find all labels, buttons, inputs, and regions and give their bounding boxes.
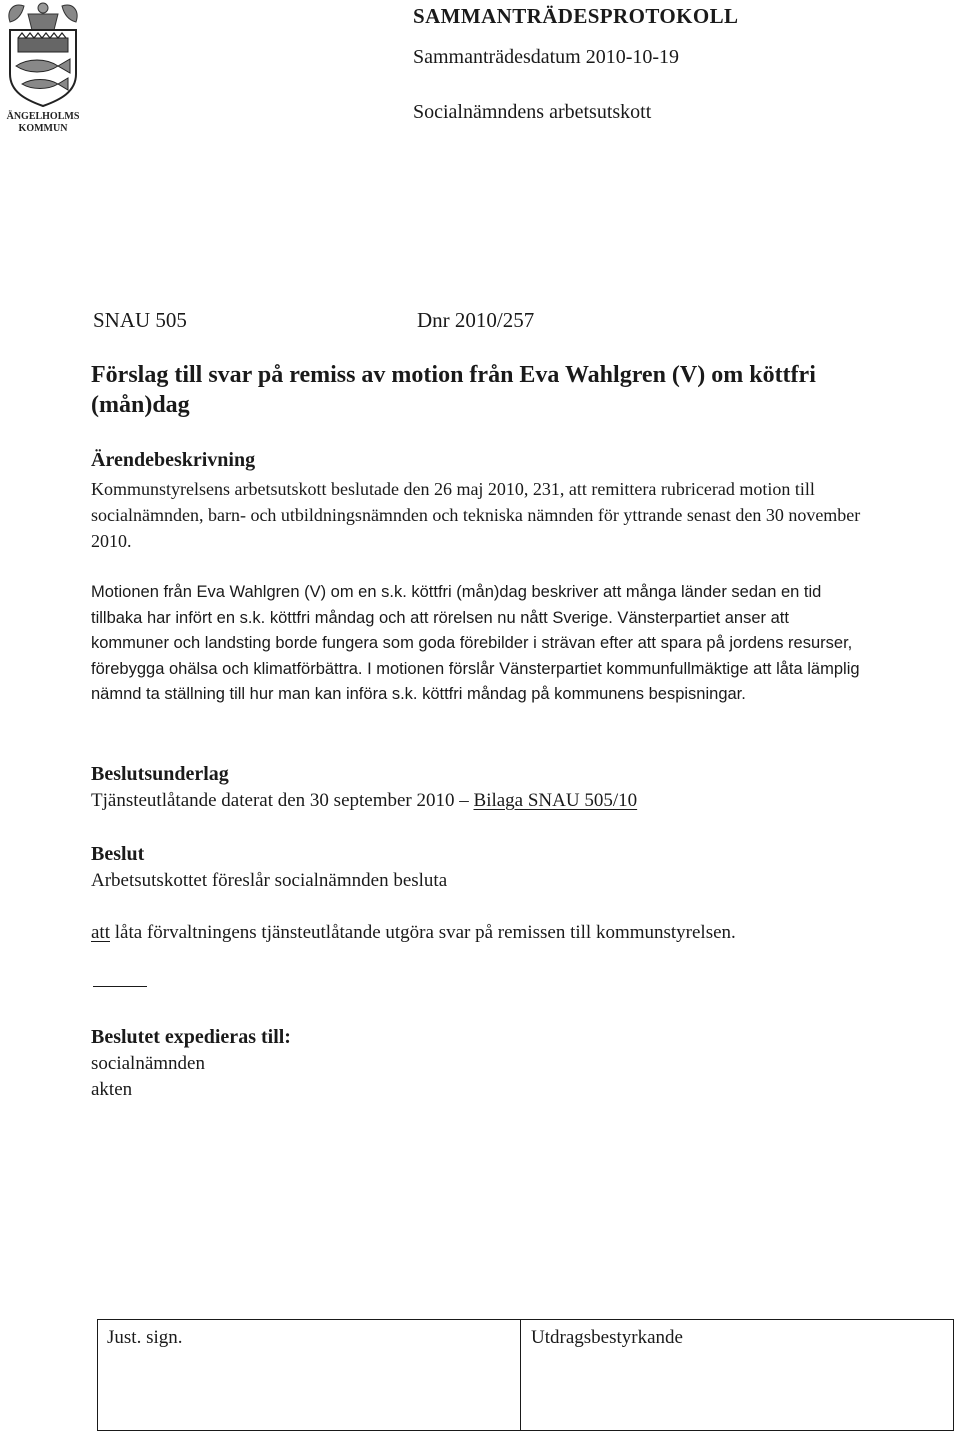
- paragraph-motion: Motionen från Eva Wahlgren (V) om en s.k. köttfri (mån)dag beskriver att många länder sedan en tid tillbaka har infört en s.k. köttfri måndag och att rörelsen nu nått Sverige. Vänsterpartiet anser att kommuner och landsting borde fungera som goda förebilder i strävan efter att spara på jordens resurser, förebygga ohälsa och klimatförbättra. I motionen förslår Vänsterpartiet kommunfullmäktige att låta lämplig nämnd ta ställning till hur man kan införa s.k. köttfri måndag på kommunens bespisningar.: [91, 583, 860, 703]
- underlag-text: Tjänsteutlåtande daterat den 30 september 2010 –: [91, 790, 474, 811]
- recipient-item: akten: [91, 1079, 133, 1100]
- diary-number: Dnr 2010/257: [417, 308, 535, 332]
- meeting-date: Sammanträdesdatum 2010-10-19: [413, 46, 680, 68]
- underlag-line: [91, 790, 637, 812]
- case-number: SNAU 505: [93, 308, 187, 332]
- signature-divider: [520, 1319, 521, 1431]
- utdragsbestyrkande-label: Utdragsbestyrkande: [531, 1327, 683, 1348]
- just-sign-label: Just. sign.: [107, 1327, 183, 1348]
- recipient-item: socialnämnden: [91, 1053, 205, 1074]
- section-heading-arende: Ärendebeskrivning: [91, 449, 256, 471]
- logo-text-2: KOMMUN: [18, 123, 68, 134]
- coat-of-arms-icon: [0, 0, 86, 136]
- beslut-decision: [91, 922, 736, 944]
- signature-box: [97, 1319, 954, 1431]
- document-title: SAMMANTRÄDESPROTOKOLL: [413, 4, 739, 28]
- section-heading-underlag: Beslutsunderlag: [91, 763, 229, 785]
- committee-name: Socialnämndens arbetsutskott: [413, 101, 652, 123]
- logo-text-1: ÄNGELHOLMS: [6, 111, 80, 122]
- beslut-text: Arbetsutskottet föreslår socialnämnden besluta: [91, 870, 448, 891]
- municipality-logo: [0, 0, 86, 136]
- section-divider: [93, 986, 147, 987]
- att-keyword: att: [91, 922, 110, 943]
- paragraph-background: Kommunstyrelsens arbetsutskott beslutade den 26 maj 2010, 231, att remittera rubricerad motion till socialnämnden, barn- och utbildningsnämnden och tekniska nämnden för yttrande senast den 30 november 2010.: [91, 479, 861, 551]
- section-heading-beslut: Beslut: [91, 843, 145, 865]
- decision-text: låta förvaltningens tjänsteutlåtande utgöra svar på remissen till kommunstyrelsen.: [110, 922, 736, 943]
- section-heading-expedieras: Beslutet expedieras till:: [91, 1026, 291, 1048]
- case-title: Förslag till svar på remiss av motion från Eva Wahlgren (V) om köttfri (mån)dag: [91, 362, 816, 418]
- attachment-link[interactable]: Bilaga SNAU 505/10: [473, 790, 638, 811]
